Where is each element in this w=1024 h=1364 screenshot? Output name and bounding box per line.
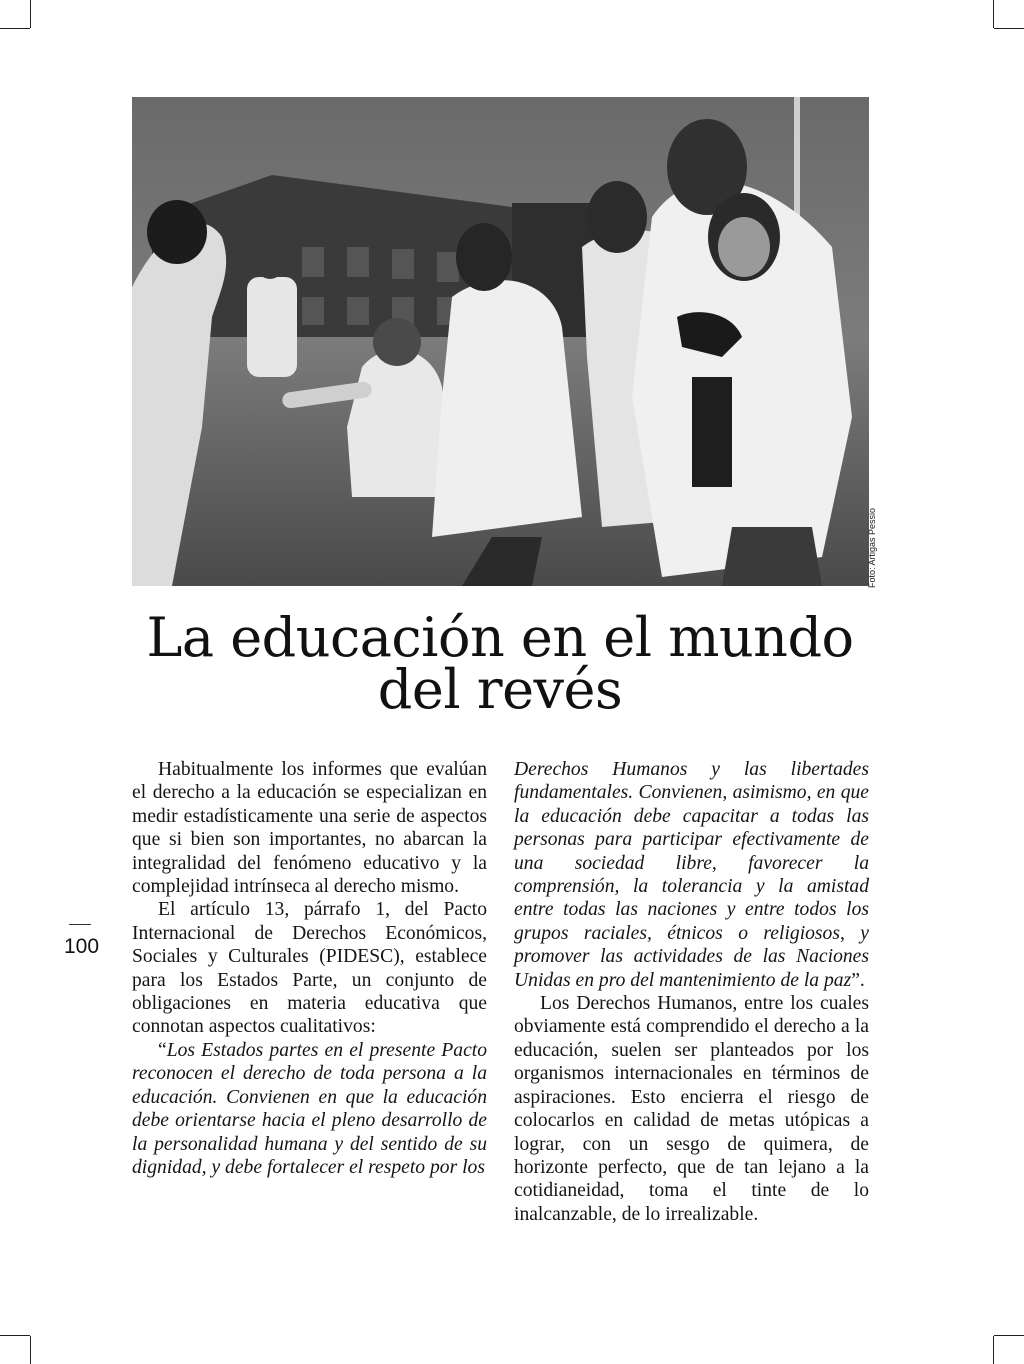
paragraph: Habitualmente los informes que evalúan el derecho a la educación se especializan en medir estadísticamente una serie de aspectos que si bien son importantes, no abarcan la integralidad del fenómeno educativo y la complejidad intrínseca al derecho mismo. <box>132 759 487 898</box>
crop-mark-top-right-h <box>994 28 1024 29</box>
quote-paragraph <box>132 1039 487 1179</box>
article-title-line-1: La educación en el mundo <box>146 606 854 669</box>
crop-mark-bottom-right-v <box>993 1336 994 1364</box>
crop-mark-top-right-v <box>993 0 994 28</box>
crop-mark-bottom-left-v <box>30 1336 31 1364</box>
text-column-right <box>514 758 869 1226</box>
quote-paragraph <box>514 758 869 992</box>
crop-mark-top-left-v <box>30 0 31 28</box>
page-number: 100 <box>64 935 100 958</box>
quote-text: Los Estados partes en el presente Pacto reconocen el derecho de toda persona a la educación. Convienen en que la educación debe orientarse hacia el pleno desarrollo de la personalidad humana y del sentido de su dignidad, y debe fortalecer el respeto por los <box>132 1039 487 1178</box>
photo-credit-text: Foto: Artigas Pessio <box>867 507 877 588</box>
photo-children-playing-icon <box>132 97 869 586</box>
page-number-rule <box>69 924 91 925</box>
paragraph: Los Derechos Humanos, entre los cuales obviamente está comprendido el derecho a la educación, suelen ser planteados por los organismos internacionales en términos de aspiraciones. Esto encierra el riesgo de colocarlos en calidad de metas utópicas a lograr, con un sesgo de quimera, de horizonte perfecto, que de tan lejano a la cotidianeidad, toma el tinte de lo inalcanzable, de lo irrealizable. <box>514 993 869 1225</box>
photo-children-playing <box>132 97 869 586</box>
close-quote: ”. <box>851 969 865 991</box>
article-title-line-2: del revés <box>377 658 623 721</box>
quote-text: Derechos Humanos y las libertades fundamentales. Convienen, asimismo, en que la educación debe capacitar a todas las personas para participar efectivamente de una sociedad libre, favorecer la comprensión, la tolerancia y la amistad entre todas las naciones y entre todos los grupos raciales, étnicos o religiosos, y promover las actividades de las Naciones Unidas en pro del mantenimiento de la paz <box>514 759 869 991</box>
text-column-left <box>132 758 487 1179</box>
open-quote: “ <box>158 1039 167 1061</box>
article-title <box>90 606 910 721</box>
crop-mark-bottom-left-h <box>0 1335 30 1336</box>
paragraph: El artículo 13, párrafo 1, del Pacto Internacional de Derechos Económicos, Sociales y Culturales (PIDESC), establece para los Estados Parte, un conjunto de obligaciones en materia educativa que connotan aspectos cualitativos: <box>132 899 487 1038</box>
crop-mark-bottom-right-h <box>994 1335 1024 1336</box>
crop-mark-top-left-h <box>0 28 30 29</box>
